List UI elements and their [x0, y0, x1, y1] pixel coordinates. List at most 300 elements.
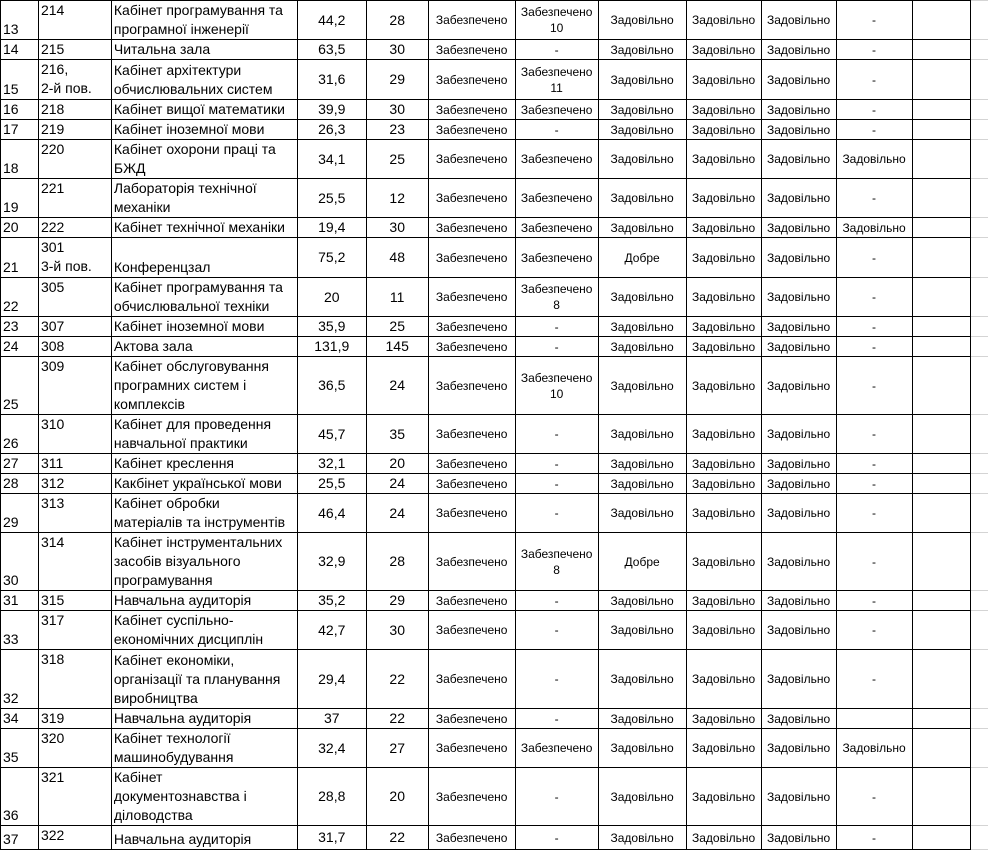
room-cell[interactable]: 308: [38, 337, 111, 357]
status-cell-2[interactable]: -: [515, 474, 598, 494]
row-number-cell[interactable]: 19: [1, 179, 39, 218]
room-cell[interactable]: 309: [38, 357, 111, 415]
room-name-cell[interactable]: Кабінет архітектури обчислювальних систем: [111, 60, 297, 100]
seats-cell[interactable]: 145: [366, 337, 428, 357]
seats-cell[interactable]: 28: [366, 1, 428, 40]
condition-cell-2[interactable]: Задовільно: [686, 591, 761, 611]
seats-cell[interactable]: 29: [366, 591, 428, 611]
seats-cell[interactable]: 30: [366, 611, 428, 650]
seats-cell[interactable]: 22: [366, 650, 428, 709]
room-name-cell[interactable]: Кабінет іноземної мови: [111, 120, 297, 140]
condition-cell-3[interactable]: Задовільно: [761, 611, 836, 650]
seats-cell[interactable]: 25: [366, 140, 428, 179]
condition-cell-4[interactable]: -: [836, 611, 912, 650]
area-cell[interactable]: 26,3: [297, 120, 366, 140]
empty-cell[interactable]: [912, 494, 971, 533]
condition-cell-4[interactable]: -: [836, 768, 912, 826]
condition-cell-3[interactable]: Задовільно: [761, 337, 836, 357]
area-cell[interactable]: 37: [297, 709, 366, 729]
status-cell-2[interactable]: -: [515, 337, 598, 357]
condition-cell-3[interactable]: Задовільно: [761, 494, 836, 533]
room-name-cell[interactable]: Навчальна аудиторія: [111, 826, 297, 850]
empty-cell[interactable]: [971, 826, 988, 850]
area-cell[interactable]: 131,9: [297, 337, 366, 357]
condition-cell-1[interactable]: Задовільно: [598, 120, 686, 140]
status-cell-1[interactable]: Забезпечено: [428, 729, 515, 768]
condition-cell-3[interactable]: Задовільно: [761, 317, 836, 337]
empty-cell[interactable]: [971, 120, 988, 140]
room-cell[interactable]: 311: [38, 454, 111, 474]
condition-cell-3[interactable]: Задовільно: [761, 591, 836, 611]
empty-cell[interactable]: [971, 337, 988, 357]
status-cell-1[interactable]: Забезпечено: [428, 591, 515, 611]
condition-cell-3[interactable]: Задовільно: [761, 454, 836, 474]
condition-cell-4[interactable]: -: [836, 826, 912, 850]
seats-cell[interactable]: 29: [366, 60, 428, 100]
condition-cell-4[interactable]: -: [836, 337, 912, 357]
condition-cell-1[interactable]: Задовільно: [598, 60, 686, 100]
condition-cell-3[interactable]: Задовільно: [761, 140, 836, 179]
status-cell-2[interactable]: -: [515, 650, 598, 709]
room-name-cell[interactable]: Кабінет документознавства і діловодства: [111, 768, 297, 826]
empty-cell[interactable]: [912, 140, 971, 179]
empty-cell[interactable]: [912, 533, 971, 591]
status-cell-2[interactable]: -: [515, 494, 598, 533]
seats-cell[interactable]: 20: [366, 768, 428, 826]
status-cell-1[interactable]: Забезпечено: [428, 278, 515, 317]
condition-cell-3[interactable]: Задовільно: [761, 415, 836, 454]
empty-cell[interactable]: [912, 317, 971, 337]
condition-cell-2[interactable]: Задовільно: [686, 1, 761, 40]
row-number-cell[interactable]: 25: [1, 357, 39, 415]
status-cell-2[interactable]: -: [515, 415, 598, 454]
room-name-cell[interactable]: Читальна зала: [111, 40, 297, 60]
empty-cell[interactable]: [971, 533, 988, 591]
area-cell[interactable]: 32,9: [297, 533, 366, 591]
condition-cell-2[interactable]: Задовільно: [686, 768, 761, 826]
condition-cell-4[interactable]: Задовільно: [836, 140, 912, 179]
empty-cell[interactable]: [912, 1, 971, 40]
status-cell-1[interactable]: Забезпечено: [428, 454, 515, 474]
status-cell-1[interactable]: Забезпечено: [428, 415, 515, 454]
status-cell-2[interactable]: Забезпечено: [515, 179, 598, 218]
status-cell-2[interactable]: -: [515, 709, 598, 729]
empty-cell[interactable]: [912, 357, 971, 415]
room-name-cell[interactable]: Кабінет технічної механіки: [111, 218, 297, 238]
area-cell[interactable]: 25,5: [297, 179, 366, 218]
status-cell-1[interactable]: Забезпечено: [428, 533, 515, 591]
room-cell[interactable]: 219: [38, 120, 111, 140]
condition-cell-1[interactable]: Задовільно: [598, 729, 686, 768]
room-cell[interactable]: 314: [38, 533, 111, 591]
status-cell-1[interactable]: Забезпечено: [428, 768, 515, 826]
empty-cell[interactable]: [912, 611, 971, 650]
seats-cell[interactable]: 30: [366, 100, 428, 120]
seats-cell[interactable]: 25: [366, 317, 428, 337]
row-number-cell[interactable]: 13: [1, 1, 39, 40]
status-cell-1[interactable]: Забезпечено: [428, 179, 515, 218]
condition-cell-1[interactable]: Задовільно: [598, 474, 686, 494]
row-number-cell[interactable]: 32: [1, 650, 39, 709]
status-cell-1[interactable]: Забезпечено: [428, 337, 515, 357]
seats-cell[interactable]: 22: [366, 826, 428, 850]
seats-cell[interactable]: 27: [366, 729, 428, 768]
row-number-cell[interactable]: 31: [1, 591, 39, 611]
condition-cell-1[interactable]: Добре: [598, 533, 686, 591]
status-cell-2[interactable]: -: [515, 611, 598, 650]
row-number-cell[interactable]: 18: [1, 140, 39, 179]
room-name-cell[interactable]: Кабінет охорони праці та БЖД: [111, 140, 297, 179]
status-cell-1[interactable]: Забезпечено: [428, 650, 515, 709]
seats-cell[interactable]: 24: [366, 357, 428, 415]
condition-cell-4[interactable]: -: [836, 278, 912, 317]
room-cell[interactable]: 315: [38, 591, 111, 611]
empty-cell[interactable]: [912, 179, 971, 218]
empty-cell[interactable]: [912, 826, 971, 850]
condition-cell-2[interactable]: Задовільно: [686, 415, 761, 454]
room-cell[interactable]: 321: [38, 768, 111, 826]
row-number-cell[interactable]: 37: [1, 826, 39, 850]
condition-cell-3[interactable]: Задовільно: [761, 179, 836, 218]
condition-cell-4[interactable]: -: [836, 454, 912, 474]
status-cell-1[interactable]: Забезпечено: [428, 60, 515, 100]
room-cell[interactable]: 317: [38, 611, 111, 650]
status-cell-1[interactable]: Забезпечено: [428, 494, 515, 533]
empty-cell[interactable]: [912, 729, 971, 768]
condition-cell-3[interactable]: Задовільно: [761, 729, 836, 768]
empty-cell[interactable]: [912, 40, 971, 60]
condition-cell-1[interactable]: Задовільно: [598, 494, 686, 533]
room-name-cell[interactable]: Кабінет технології машинобудування: [111, 729, 297, 768]
area-cell[interactable]: 35,2: [297, 591, 366, 611]
room-name-cell[interactable]: Навчальна аудиторія: [111, 709, 297, 729]
empty-cell[interactable]: [971, 650, 988, 709]
condition-cell-2[interactable]: Задовільно: [686, 120, 761, 140]
condition-cell-3[interactable]: Задовільно: [761, 1, 836, 40]
area-cell[interactable]: 63,5: [297, 40, 366, 60]
seats-cell[interactable]: 24: [366, 474, 428, 494]
condition-cell-4[interactable]: -: [836, 317, 912, 337]
area-cell[interactable]: 31,6: [297, 60, 366, 100]
condition-cell-4[interactable]: -: [836, 494, 912, 533]
condition-cell-3[interactable]: Задовільно: [761, 826, 836, 850]
condition-cell-4[interactable]: -: [836, 474, 912, 494]
area-cell[interactable]: 34,1: [297, 140, 366, 179]
status-cell-1[interactable]: Забезпечено: [428, 317, 515, 337]
row-number-cell[interactable]: 14: [1, 40, 39, 60]
area-cell[interactable]: 20: [297, 278, 366, 317]
empty-cell[interactable]: [912, 60, 971, 100]
status-cell-1[interactable]: Забезпечено: [428, 218, 515, 238]
row-number-cell[interactable]: 24: [1, 337, 39, 357]
area-cell[interactable]: 75,2: [297, 238, 366, 278]
row-number-cell[interactable]: 28: [1, 474, 39, 494]
row-number-cell[interactable]: 35: [1, 729, 39, 768]
row-number-cell[interactable]: 36: [1, 768, 39, 826]
empty-cell[interactable]: [971, 591, 988, 611]
condition-cell-2[interactable]: Задовільно: [686, 40, 761, 60]
status-cell-1[interactable]: Забезпечено: [428, 140, 515, 179]
empty-cell[interactable]: [971, 179, 988, 218]
condition-cell-4[interactable]: -: [836, 415, 912, 454]
empty-cell[interactable]: [912, 650, 971, 709]
room-name-cell[interactable]: Кабінет суспільно- економічних дисциплін: [111, 611, 297, 650]
status-cell-1[interactable]: Забезпечено: [428, 826, 515, 850]
condition-cell-4[interactable]: Задовільно: [836, 218, 912, 238]
condition-cell-1[interactable]: Задовільно: [598, 768, 686, 826]
status-cell-2[interactable]: Забезпечено: [515, 729, 598, 768]
room-cell[interactable]: 220: [38, 140, 111, 179]
seats-cell[interactable]: 22: [366, 709, 428, 729]
row-number-cell[interactable]: 22: [1, 278, 39, 317]
condition-cell-3[interactable]: Задовільно: [761, 218, 836, 238]
area-cell[interactable]: 31,7: [297, 826, 366, 850]
condition-cell-4[interactable]: [836, 709, 912, 729]
condition-cell-2[interactable]: Задовільно: [686, 278, 761, 317]
condition-cell-4[interactable]: -: [836, 1, 912, 40]
area-cell[interactable]: 32,1: [297, 454, 366, 474]
condition-cell-3[interactable]: Задовільно: [761, 120, 836, 140]
condition-cell-2[interactable]: Задовільно: [686, 179, 761, 218]
condition-cell-3[interactable]: Задовільно: [761, 60, 836, 100]
status-cell-1[interactable]: Забезпечено: [428, 1, 515, 40]
condition-cell-1[interactable]: Задовільно: [598, 650, 686, 709]
condition-cell-3[interactable]: Задовільно: [761, 474, 836, 494]
condition-cell-1[interactable]: Задовільно: [598, 1, 686, 40]
condition-cell-2[interactable]: Задовільно: [686, 238, 761, 278]
area-cell[interactable]: 28,8: [297, 768, 366, 826]
seats-cell[interactable]: 23: [366, 120, 428, 140]
row-number-cell[interactable]: 26: [1, 415, 39, 454]
room-name-cell[interactable]: Кабінет інструментальних засобів візуального програмування: [111, 533, 297, 591]
status-cell-2[interactable]: -: [515, 768, 598, 826]
empty-cell[interactable]: [971, 415, 988, 454]
condition-cell-3[interactable]: Задовільно: [761, 278, 836, 317]
condition-cell-4[interactable]: -: [836, 40, 912, 60]
room-cell[interactable]: 307: [38, 317, 111, 337]
condition-cell-2[interactable]: Задовільно: [686, 494, 761, 533]
seats-cell[interactable]: 12: [366, 179, 428, 218]
room-cell[interactable]: 222: [38, 218, 111, 238]
empty-cell[interactable]: [912, 591, 971, 611]
room-name-cell[interactable]: Актова зала: [111, 337, 297, 357]
status-cell-2[interactable]: -: [515, 40, 598, 60]
room-cell[interactable]: 305: [38, 278, 111, 317]
row-number-cell[interactable]: 33: [1, 611, 39, 650]
condition-cell-2[interactable]: Задовільно: [686, 474, 761, 494]
status-cell-1[interactable]: Забезпечено: [428, 120, 515, 140]
status-cell-2[interactable]: -: [515, 317, 598, 337]
condition-cell-2[interactable]: Задовільно: [686, 533, 761, 591]
condition-cell-4[interactable]: -: [836, 100, 912, 120]
empty-cell[interactable]: [971, 1, 988, 40]
room-name-cell[interactable]: Какбінет української мови: [111, 474, 297, 494]
condition-cell-4[interactable]: -: [836, 357, 912, 415]
condition-cell-1[interactable]: Задовільно: [598, 709, 686, 729]
condition-cell-1[interactable]: Задовільно: [598, 415, 686, 454]
status-cell-1[interactable]: Забезпечено: [428, 709, 515, 729]
area-cell[interactable]: 32,4: [297, 729, 366, 768]
area-cell[interactable]: 44,2: [297, 1, 366, 40]
row-number-cell[interactable]: 30: [1, 533, 39, 591]
condition-cell-2[interactable]: Задовільно: [686, 454, 761, 474]
empty-cell[interactable]: [971, 611, 988, 650]
condition-cell-1[interactable]: Задовільно: [598, 40, 686, 60]
condition-cell-4[interactable]: -: [836, 60, 912, 100]
room-name-cell[interactable]: Лабораторія технічної механіки: [111, 179, 297, 218]
room-name-cell[interactable]: Кабінет програмування та програмної інженерії: [111, 1, 297, 40]
condition-cell-4[interactable]: -: [836, 238, 912, 278]
area-cell[interactable]: 35,9: [297, 317, 366, 337]
condition-cell-4[interactable]: -: [836, 650, 912, 709]
room-name-cell[interactable]: Кабінет вищої математики: [111, 100, 297, 120]
status-cell-2[interactable]: Забезпечено 8: [515, 533, 598, 591]
room-cell[interactable]: 214: [38, 1, 111, 40]
row-number-cell[interactable]: 34: [1, 709, 39, 729]
empty-cell[interactable]: [912, 120, 971, 140]
condition-cell-2[interactable]: Задовільно: [686, 60, 761, 100]
status-cell-2[interactable]: Забезпечено: [515, 100, 598, 120]
empty-cell[interactable]: [912, 768, 971, 826]
room-name-cell[interactable]: Конференцзал: [111, 238, 297, 278]
empty-cell[interactable]: [971, 709, 988, 729]
condition-cell-3[interactable]: Задовільно: [761, 40, 836, 60]
condition-cell-3[interactable]: Задовільно: [761, 650, 836, 709]
condition-cell-1[interactable]: Задовільно: [598, 100, 686, 120]
condition-cell-1[interactable]: Задовільно: [598, 179, 686, 218]
empty-cell[interactable]: [971, 218, 988, 238]
status-cell-2[interactable]: -: [515, 826, 598, 850]
condition-cell-1[interactable]: Задовільно: [598, 357, 686, 415]
room-name-cell[interactable]: Кабінет іноземної мови: [111, 317, 297, 337]
empty-cell[interactable]: [912, 415, 971, 454]
condition-cell-1[interactable]: Задовільно: [598, 337, 686, 357]
condition-cell-4[interactable]: Задовільно: [836, 729, 912, 768]
room-name-cell[interactable]: Кабінет обробки матеріалів та інструментів: [111, 494, 297, 533]
room-cell[interactable]: 318: [38, 650, 111, 709]
row-number-cell[interactable]: 16: [1, 100, 39, 120]
condition-cell-1[interactable]: Задовільно: [598, 826, 686, 850]
room-cell[interactable]: 310: [38, 415, 111, 454]
empty-cell[interactable]: [912, 238, 971, 278]
seats-cell[interactable]: 30: [366, 40, 428, 60]
condition-cell-3[interactable]: Задовільно: [761, 357, 836, 415]
condition-cell-4[interactable]: -: [836, 120, 912, 140]
status-cell-1[interactable]: Забезпечено: [428, 474, 515, 494]
status-cell-2[interactable]: Забезпечено: [515, 140, 598, 179]
condition-cell-2[interactable]: Задовільно: [686, 709, 761, 729]
condition-cell-2[interactable]: Задовільно: [686, 357, 761, 415]
room-cell[interactable]: 322: [38, 826, 111, 850]
room-cell[interactable]: 301 3-й пов.: [38, 238, 111, 278]
condition-cell-1[interactable]: Задовільно: [598, 218, 686, 238]
room-name-cell[interactable]: Кабінет креслення: [111, 454, 297, 474]
condition-cell-2[interactable]: Задовільно: [686, 650, 761, 709]
empty-cell[interactable]: [971, 357, 988, 415]
room-name-cell[interactable]: Кабінет обслуговування програмних систем і комплексів: [111, 357, 297, 415]
status-cell-1[interactable]: Забезпечено: [428, 611, 515, 650]
seats-cell[interactable]: 24: [366, 494, 428, 533]
status-cell-2[interactable]: -: [515, 120, 598, 140]
area-cell[interactable]: 19,4: [297, 218, 366, 238]
condition-cell-3[interactable]: Задовільно: [761, 768, 836, 826]
row-number-cell[interactable]: 23: [1, 317, 39, 337]
empty-cell[interactable]: [971, 474, 988, 494]
empty-cell[interactable]: [971, 768, 988, 826]
condition-cell-2[interactable]: Задовільно: [686, 826, 761, 850]
area-cell[interactable]: 25,5: [297, 474, 366, 494]
seats-cell[interactable]: 35: [366, 415, 428, 454]
condition-cell-3[interactable]: Задовільно: [761, 709, 836, 729]
condition-cell-1[interactable]: Задовільно: [598, 317, 686, 337]
empty-cell[interactable]: [971, 238, 988, 278]
condition-cell-4[interactable]: -: [836, 591, 912, 611]
row-number-cell[interactable]: 27: [1, 454, 39, 474]
row-number-cell[interactable]: 21: [1, 238, 39, 278]
room-name-cell[interactable]: Кабінет для проведення навчальної практики: [111, 415, 297, 454]
status-cell-2[interactable]: Забезпечено 10: [515, 1, 598, 40]
condition-cell-2[interactable]: Задовільно: [686, 611, 761, 650]
room-cell[interactable]: 218: [38, 100, 111, 120]
condition-cell-3[interactable]: Задовільно: [761, 238, 836, 278]
room-cell[interactable]: 319: [38, 709, 111, 729]
condition-cell-2[interactable]: Задовільно: [686, 729, 761, 768]
area-cell[interactable]: 46,4: [297, 494, 366, 533]
condition-cell-2[interactable]: Задовільно: [686, 218, 761, 238]
room-cell[interactable]: 312: [38, 474, 111, 494]
room-cell[interactable]: 320: [38, 729, 111, 768]
empty-cell[interactable]: [912, 100, 971, 120]
status-cell-2[interactable]: Забезпечено 10: [515, 357, 598, 415]
condition-cell-3[interactable]: Задовільно: [761, 100, 836, 120]
condition-cell-1[interactable]: Задовільно: [598, 591, 686, 611]
room-cell[interactable]: 221: [38, 179, 111, 218]
condition-cell-3[interactable]: Задовільно: [761, 533, 836, 591]
condition-cell-1[interactable]: Задовільно: [598, 611, 686, 650]
status-cell-1[interactable]: Забезпечено: [428, 357, 515, 415]
condition-cell-2[interactable]: Задовільно: [686, 140, 761, 179]
status-cell-2[interactable]: Забезпечено: [515, 218, 598, 238]
empty-cell[interactable]: [971, 494, 988, 533]
status-cell-2[interactable]: Забезпечено 11: [515, 60, 598, 100]
condition-cell-4[interactable]: -: [836, 179, 912, 218]
condition-cell-2[interactable]: Задовільно: [686, 337, 761, 357]
seats-cell[interactable]: 30: [366, 218, 428, 238]
empty-cell[interactable]: [971, 317, 988, 337]
room-cell[interactable]: 216, 2-й пов.: [38, 60, 111, 100]
empty-cell[interactable]: [971, 40, 988, 60]
condition-cell-1[interactable]: Задовільно: [598, 140, 686, 179]
empty-cell[interactable]: [971, 454, 988, 474]
condition-cell-1[interactable]: Задовільно: [598, 454, 686, 474]
empty-cell[interactable]: [912, 474, 971, 494]
row-number-cell[interactable]: 17: [1, 120, 39, 140]
seats-cell[interactable]: 28: [366, 533, 428, 591]
empty-cell[interactable]: [971, 60, 988, 100]
empty-cell[interactable]: [912, 278, 971, 317]
seats-cell[interactable]: 20: [366, 454, 428, 474]
room-name-cell[interactable]: Кабінет програмування та обчислювальної техніки: [111, 278, 297, 317]
area-cell[interactable]: 36,5: [297, 357, 366, 415]
status-cell-2[interactable]: Забезпечено: [515, 238, 598, 278]
empty-cell[interactable]: [971, 729, 988, 768]
room-cell[interactable]: 313: [38, 494, 111, 533]
empty-cell[interactable]: [971, 100, 988, 120]
area-cell[interactable]: 42,7: [297, 611, 366, 650]
empty-cell[interactable]: [912, 454, 971, 474]
empty-cell[interactable]: [912, 709, 971, 729]
condition-cell-2[interactable]: Задовільно: [686, 317, 761, 337]
